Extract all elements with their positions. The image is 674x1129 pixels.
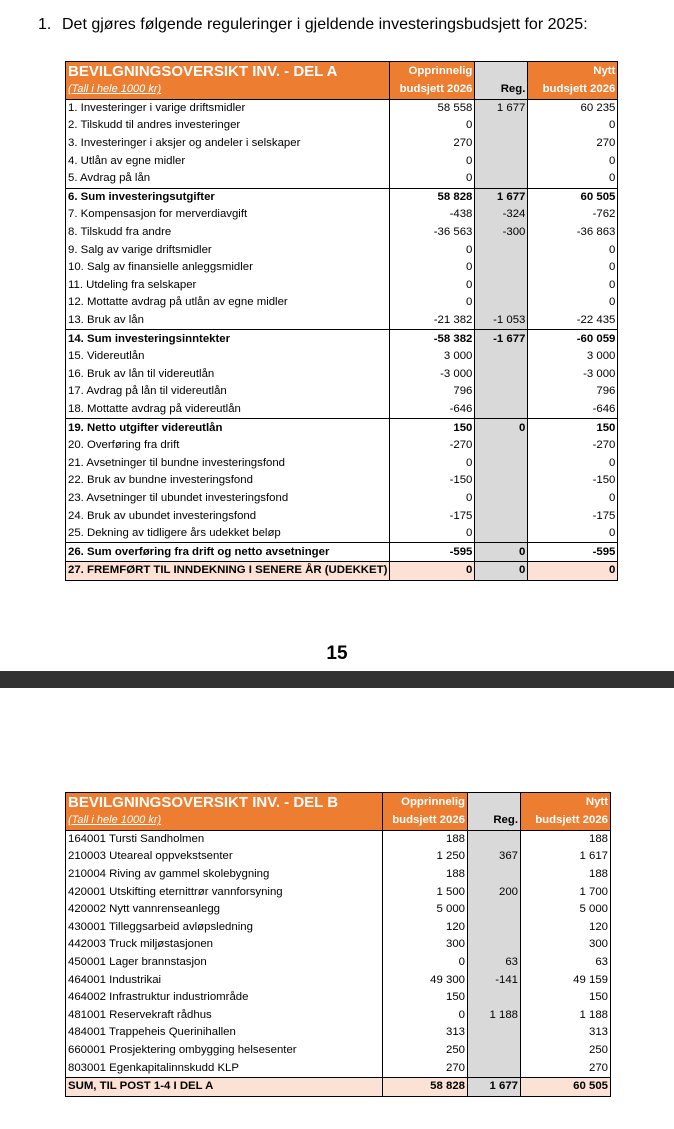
new-budget-cell: 60 235 [528, 99, 618, 117]
table-a-col-orig-line2: budsjett 2026 [390, 81, 475, 99]
row-label: 464001 Industrikai [66, 971, 383, 989]
row-label: 27. FREMFØRT TIL INNDEKNING I SENERE ÅR (UDEKKET) [66, 562, 390, 581]
new-budget-cell: 1 188 [521, 1007, 611, 1025]
table-b-subtitle: (Tall i hele 1000 kr) [66, 812, 383, 830]
regulation-cell: -1 677 [475, 330, 528, 348]
row-label: 420002 Nytt vannrenseanlegg [66, 901, 383, 919]
table-row [66, 277, 618, 295]
row-label: 24. Bruk av ubundet investeringsfond [66, 507, 390, 525]
regulation-cell [475, 525, 528, 543]
row-label: 17. Avdrag på lån til videreutlån [66, 383, 390, 401]
table-row [66, 152, 618, 170]
table-row [66, 472, 618, 490]
table-row [66, 830, 611, 848]
table-row [66, 1007, 611, 1025]
row-label: SUM, TIL POST 1-4 I DEL A [66, 1077, 383, 1096]
regulation-cell [475, 401, 528, 419]
table-row [66, 883, 611, 901]
new-budget-cell: 150 [528, 419, 618, 437]
new-budget-cell: 0 [528, 117, 618, 135]
original-budget-cell: 58 558 [390, 99, 475, 117]
row-label: 3. Investeringer i aksjer og andeler i selskaper [66, 135, 390, 153]
table-row [66, 562, 618, 581]
table-b-col-orig-line2: budsjett 2026 [383, 812, 468, 830]
new-budget-cell: -36 863 [528, 224, 618, 242]
new-budget-cell: 0 [528, 562, 618, 581]
table-b-col-new-line2: budsjett 2026 [521, 812, 611, 830]
table-row [66, 135, 618, 153]
row-label: 8. Tilskudd fra andre [66, 224, 390, 242]
regulation-cell: -141 [468, 971, 521, 989]
regulation-cell: -1 053 [475, 312, 528, 330]
regulation-cell [475, 507, 528, 525]
row-label: 19. Netto utgifter videreutlån [66, 419, 390, 437]
original-budget-cell: 0 [390, 454, 475, 472]
original-budget-cell: 0 [390, 259, 475, 277]
table-a-col-reg-blank [475, 62, 528, 82]
new-budget-cell: 796 [528, 383, 618, 401]
regulation-cell [468, 989, 521, 1007]
regulation-cell: 1 677 [475, 99, 528, 117]
regulation-cell [468, 830, 521, 848]
table-row [66, 1042, 611, 1060]
table-row [66, 866, 611, 884]
original-budget-cell: 1 500 [383, 883, 468, 901]
regulation-cell [475, 490, 528, 508]
table-row [66, 1077, 611, 1096]
new-budget-cell: 63 [521, 954, 611, 972]
original-budget-cell: 0 [390, 562, 475, 581]
regulation-cell [475, 135, 528, 153]
table-a-col-new-line2: budsjett 2026 [528, 81, 618, 99]
row-label: 420001 Utskifting eternittrør vannforsyning [66, 883, 383, 901]
new-budget-cell: -60 059 [528, 330, 618, 348]
row-label: 6. Sum investeringsutgifter [66, 188, 390, 206]
intro-text: Det gjøres følgende reguleringer i gjeldende investeringsbudsjett for 2025: [62, 16, 588, 33]
table-row [66, 383, 618, 401]
new-budget-cell: 188 [521, 866, 611, 884]
new-budget-cell: 0 [528, 490, 618, 508]
original-budget-cell: -58 382 [390, 330, 475, 348]
original-budget-cell: -21 382 [390, 312, 475, 330]
row-label: 12. Mottatte avdrag på utlån av egne midler [66, 294, 390, 312]
table-b-col-new-line1: Nytt [521, 793, 611, 813]
original-budget-cell: 3 000 [390, 348, 475, 366]
regulation-cell: 63 [468, 954, 521, 972]
original-budget-cell: 796 [390, 383, 475, 401]
regulation-cell [475, 437, 528, 455]
regulation-cell: -300 [475, 224, 528, 242]
original-budget-cell: 0 [390, 241, 475, 259]
table-row [66, 848, 611, 866]
row-label: 660001 Prosjektering ombygging helsesenter [66, 1042, 383, 1060]
table-a-col-reg: Reg. [475, 81, 528, 99]
row-label: 464002 Infrastruktur industriområde [66, 989, 383, 1007]
new-budget-cell: -175 [528, 507, 618, 525]
new-budget-cell: 1 617 [521, 848, 611, 866]
original-budget-cell: 150 [390, 419, 475, 437]
regulation-cell [468, 1042, 521, 1060]
table-row [66, 99, 618, 117]
original-budget-cell: -36 563 [390, 224, 475, 242]
original-budget-cell: 0 [390, 294, 475, 312]
original-budget-cell: 270 [383, 1059, 468, 1077]
regulation-cell: 367 [468, 848, 521, 866]
table-row [66, 241, 618, 259]
new-budget-cell: 5 000 [521, 901, 611, 919]
original-budget-cell: -438 [390, 206, 475, 224]
new-budget-cell: -270 [528, 437, 618, 455]
regulation-cell [468, 901, 521, 919]
row-label: 2. Tilskudd til andres investeringer [66, 117, 390, 135]
new-budget-cell: 0 [528, 152, 618, 170]
original-budget-cell: 1 250 [383, 848, 468, 866]
row-label: 442003 Truck miljøstasjonen [66, 936, 383, 954]
original-budget-cell: 0 [390, 117, 475, 135]
table-row [66, 437, 618, 455]
row-label: 450001 Lager brannstasjon [66, 954, 383, 972]
row-label: 164001 Tursti Sandholmen [66, 830, 383, 848]
new-budget-cell: 270 [528, 135, 618, 153]
table-row [66, 401, 618, 419]
original-budget-cell: 313 [383, 1024, 468, 1042]
table-b-col-reg-blank [468, 793, 521, 813]
original-budget-cell: 270 [390, 135, 475, 153]
regulation-cell [468, 866, 521, 884]
row-label: 18. Mottatte avdrag på videreutlån [66, 401, 390, 419]
new-budget-cell: -22 435 [528, 312, 618, 330]
table-b-col-orig-line1: Opprinnelig [383, 793, 468, 813]
original-budget-cell: 58 828 [383, 1077, 468, 1096]
regulation-cell [475, 277, 528, 295]
budget-table-del-b [65, 792, 611, 1097]
regulation-cell: 1 677 [468, 1077, 521, 1096]
intro-paragraph [38, 16, 588, 34]
page-number: 15 [326, 643, 348, 664]
table-row [66, 936, 611, 954]
original-budget-cell: -175 [390, 507, 475, 525]
original-budget-cell: 0 [383, 954, 468, 972]
row-label: 21. Avsetninger til bundne investeringsfond [66, 454, 390, 472]
table-b-col-reg: Reg. [468, 812, 521, 830]
row-label: 25. Dekning av tidligere års udekket beløp [66, 525, 390, 543]
new-budget-cell: -150 [528, 472, 618, 490]
row-label: 7. Kompensasjon for merverdiavgift [66, 206, 390, 224]
table-a-title: BEVILGNINGSOVERSIKT INV. - DEL A [66, 62, 390, 82]
regulation-cell: 1 677 [475, 188, 528, 206]
table-row [66, 919, 611, 937]
row-label: 210004 Riving av gammel skolebygning [66, 866, 383, 884]
original-budget-cell: -270 [390, 437, 475, 455]
regulation-cell [468, 1024, 521, 1042]
new-budget-cell: 0 [528, 259, 618, 277]
regulation-cell [475, 454, 528, 472]
table-a-col-new-line1: Nytt [528, 62, 618, 82]
row-label: 16. Bruk av lån til videreutlån [66, 366, 390, 384]
regulation-cell [468, 936, 521, 954]
regulation-cell: 0 [475, 419, 528, 437]
new-budget-cell: 270 [521, 1059, 611, 1077]
table-row [66, 490, 618, 508]
regulation-cell: 1 188 [468, 1007, 521, 1025]
new-budget-cell: 60 505 [521, 1077, 611, 1096]
original-budget-cell: -3 000 [390, 366, 475, 384]
table-row [66, 117, 618, 135]
original-budget-cell: 188 [383, 830, 468, 848]
table-row [66, 1059, 611, 1077]
table-row [66, 419, 618, 437]
regulation-cell [475, 117, 528, 135]
table-row [66, 188, 618, 206]
row-label: 22. Bruk av bundne investeringsfond [66, 472, 390, 490]
regulation-cell: 0 [475, 562, 528, 581]
regulation-cell [475, 472, 528, 490]
table-row [66, 206, 618, 224]
original-budget-cell: 0 [390, 525, 475, 543]
regulation-cell [475, 348, 528, 366]
table-row [66, 901, 611, 919]
table-b-body [66, 793, 611, 1097]
row-label: 9. Salg av varige driftsmidler [66, 241, 390, 259]
original-budget-cell: -646 [390, 401, 475, 419]
table-row [66, 170, 618, 188]
original-budget-cell: 300 [383, 936, 468, 954]
new-budget-cell: 0 [528, 277, 618, 295]
new-budget-cell: 0 [528, 454, 618, 472]
new-budget-cell: 1 700 [521, 883, 611, 901]
row-label: 14. Sum investeringsinntekter [66, 330, 390, 348]
table-row [66, 989, 611, 1007]
table-a-subtitle: (Tall i hele 1000 kr) [66, 81, 390, 99]
table-a-body [66, 62, 618, 581]
original-budget-cell: 0 [383, 1007, 468, 1025]
intro-number: 1. [38, 16, 52, 33]
table-row [66, 294, 618, 312]
new-budget-cell: -646 [528, 401, 618, 419]
row-label: 4. Utlån av egne midler [66, 152, 390, 170]
new-budget-cell: 0 [528, 525, 618, 543]
budget-table-del-a [65, 61, 618, 581]
table-row [66, 366, 618, 384]
regulation-cell [475, 241, 528, 259]
original-budget-cell: 0 [390, 277, 475, 295]
row-label: 13. Bruk av lån [66, 312, 390, 330]
new-budget-cell: 0 [528, 294, 618, 312]
new-budget-cell: 0 [528, 170, 618, 188]
row-label: 20. Overføring fra drift [66, 437, 390, 455]
regulation-cell [475, 294, 528, 312]
original-budget-cell: -595 [390, 543, 475, 562]
row-label: 481001 Reservekraft rådhus [66, 1007, 383, 1025]
table-row [66, 259, 618, 277]
row-label: 26. Sum overføring fra drift og netto avsetninger [66, 543, 390, 562]
page-separator [0, 671, 674, 688]
original-budget-cell: 58 828 [390, 188, 475, 206]
regulation-cell [468, 1059, 521, 1077]
new-budget-cell: 120 [521, 919, 611, 937]
row-label: 210003 Uteareal oppvekstsenter [66, 848, 383, 866]
table-a-col-orig-line1: Opprinnelig [390, 62, 475, 82]
original-budget-cell: 150 [383, 989, 468, 1007]
new-budget-cell: -595 [528, 543, 618, 562]
regulation-cell: 0 [475, 543, 528, 562]
row-label: 484001 Trappeheis Querinihallen [66, 1024, 383, 1042]
regulation-cell [475, 259, 528, 277]
original-budget-cell: 49 300 [383, 971, 468, 989]
original-budget-cell: 5 000 [383, 901, 468, 919]
original-budget-cell: 0 [390, 490, 475, 508]
new-budget-cell: 49 159 [521, 971, 611, 989]
regulation-cell: 200 [468, 883, 521, 901]
regulation-cell [475, 383, 528, 401]
original-budget-cell: 188 [383, 866, 468, 884]
new-budget-cell: -3 000 [528, 366, 618, 384]
new-budget-cell: 250 [521, 1042, 611, 1060]
regulation-cell: -324 [475, 206, 528, 224]
original-budget-cell: 250 [383, 1042, 468, 1060]
new-budget-cell: 300 [521, 936, 611, 954]
new-budget-cell: -762 [528, 206, 618, 224]
regulation-cell [475, 170, 528, 188]
original-budget-cell: 0 [390, 170, 475, 188]
table-row [66, 330, 618, 348]
original-budget-cell: 120 [383, 919, 468, 937]
regulation-cell [475, 366, 528, 384]
new-budget-cell: 60 505 [528, 188, 618, 206]
row-label: 11. Utdeling fra selskaper [66, 277, 390, 295]
new-budget-cell: 150 [521, 989, 611, 1007]
table-row [66, 971, 611, 989]
row-label: 1. Investeringer i varige driftsmidler [66, 99, 390, 117]
original-budget-cell: -150 [390, 472, 475, 490]
row-label: 23. Avsetninger til ubundet investeringsfond [66, 490, 390, 508]
row-label: 5. Avdrag på lån [66, 170, 390, 188]
row-label: 430001 Tilleggsarbeid avløpsledning [66, 919, 383, 937]
table-row [66, 312, 618, 330]
table-row [66, 348, 618, 366]
regulation-cell [475, 152, 528, 170]
table-row [66, 954, 611, 972]
original-budget-cell: 0 [390, 152, 475, 170]
table-row [66, 224, 618, 242]
new-budget-cell: 313 [521, 1024, 611, 1042]
row-label: 803001 Egenkapitalinnskudd KLP [66, 1059, 383, 1077]
row-label: 15. Videreutlån [66, 348, 390, 366]
row-label: 10. Salg av finansielle anleggsmidler [66, 259, 390, 277]
new-budget-cell: 188 [521, 830, 611, 848]
table-row [66, 454, 618, 472]
regulation-cell [468, 919, 521, 937]
table-row [66, 507, 618, 525]
table-row [66, 543, 618, 562]
table-row [66, 525, 618, 543]
new-budget-cell: 0 [528, 241, 618, 259]
new-budget-cell: 3 000 [528, 348, 618, 366]
table-b-title: BEVILGNINGSOVERSIKT INV. - DEL B [66, 793, 383, 813]
table-row [66, 1024, 611, 1042]
